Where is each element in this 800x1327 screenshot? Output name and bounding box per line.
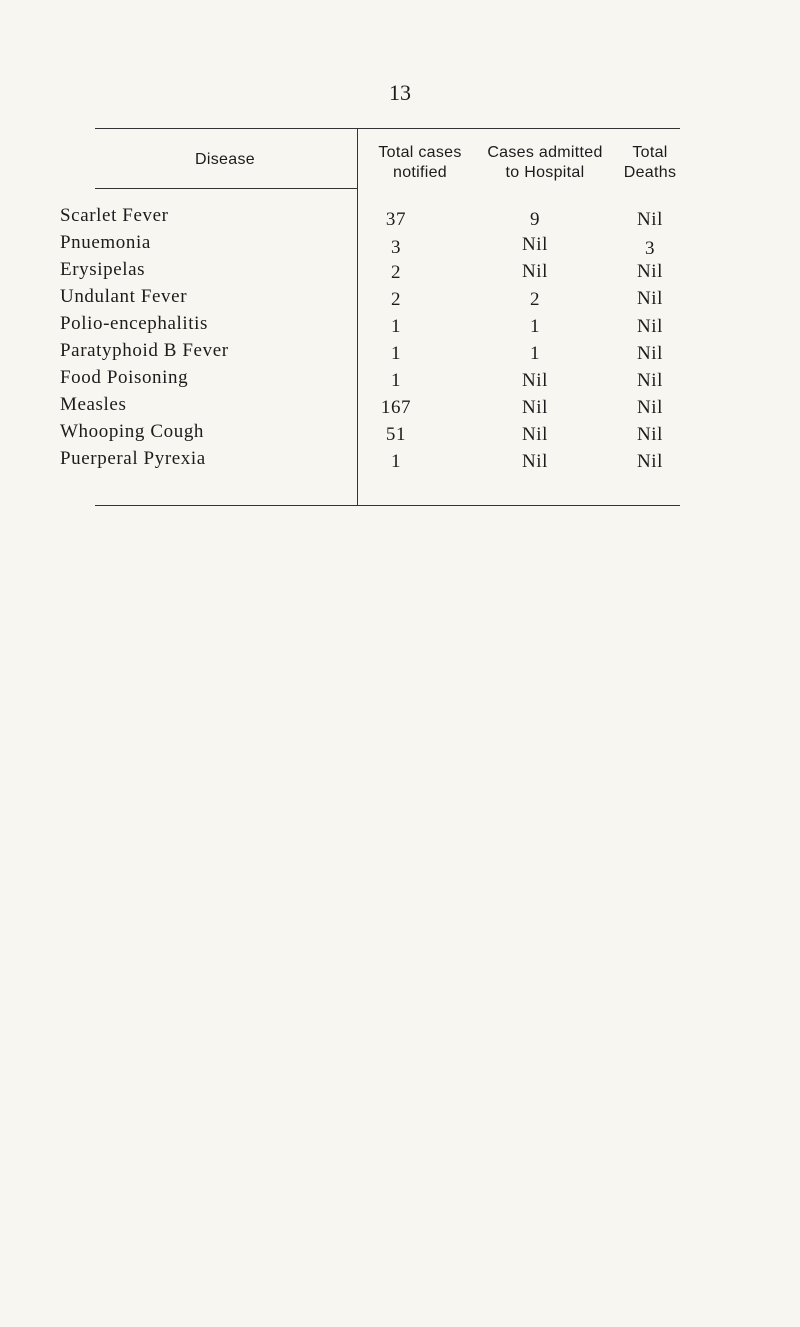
deaths-cell: Nil [636,451,664,472]
header-disease-text: Disease [195,151,255,168]
header-deaths [610,143,690,183]
notified-cell: 3 [390,237,402,258]
deaths-cell: Nil [636,397,664,418]
disease-cell: Measles [60,394,127,415]
deaths-cell: 3 [644,238,656,259]
disease-cell: Scarlet Fever [60,205,169,226]
column-divider [357,128,358,505]
disease-cell: Whooping Cough [60,421,205,442]
deaths-cell: Nil [636,370,664,391]
header-admitted [475,143,615,183]
disease-cell: Undulant Fever [60,286,188,307]
admitted-cell: 1 [529,316,541,337]
page-number: 13 [389,80,411,105]
header-notified [355,143,485,183]
deaths-cell: Nil [636,288,664,309]
deaths-cell: Nil [636,424,664,445]
deaths-cell: Nil [636,261,664,282]
admitted-cell: Nil [521,370,549,391]
notified-cell: 1 [390,316,402,337]
table-top-rule [95,128,680,129]
disease-cell: Food Poisoning [60,367,189,388]
notified-cell: 37 [385,209,407,230]
deaths-cell: Nil [636,343,664,364]
deaths-cell: Nil [636,209,664,230]
admitted-cell: Nil [521,397,549,418]
notified-cell: 167 [380,397,412,418]
disease-cell: Puerperal Pyrexia [60,448,206,469]
disease-cell: Erysipelas [60,259,146,280]
notified-cell: 2 [390,289,402,310]
admitted-cell: 9 [529,209,541,230]
notified-cell: 2 [390,262,402,283]
header-notified-line2: notified [393,164,447,181]
notified-cell: 51 [385,424,407,445]
header-notified-line1: Total cases [378,144,462,161]
disease-cell: Paratyphoid B Fever [60,340,229,361]
header-admitted-line1: Cases admitted [487,144,603,161]
admitted-cell: 1 [529,343,541,364]
admitted-cell: Nil [521,424,549,445]
header-bottom-rule [95,188,357,189]
admitted-cell: Nil [521,234,549,255]
header-admitted-line2: to Hospital [505,164,585,181]
header-deaths-line2: Deaths [623,164,677,181]
header-disease [150,150,300,170]
admitted-cell: 2 [529,289,541,310]
notified-cell: 1 [390,343,402,364]
deaths-cell: Nil [636,316,664,337]
header-deaths-line1: Total [632,144,668,161]
table-bottom-rule [95,505,680,506]
notified-cell: 1 [390,451,402,472]
disease-cell: Pnuemonia [60,232,151,253]
notified-cell: 1 [390,370,402,391]
disease-cell: Polio-encephalitis [60,313,208,334]
admitted-cell: Nil [521,451,549,472]
admitted-cell: Nil [521,261,549,282]
